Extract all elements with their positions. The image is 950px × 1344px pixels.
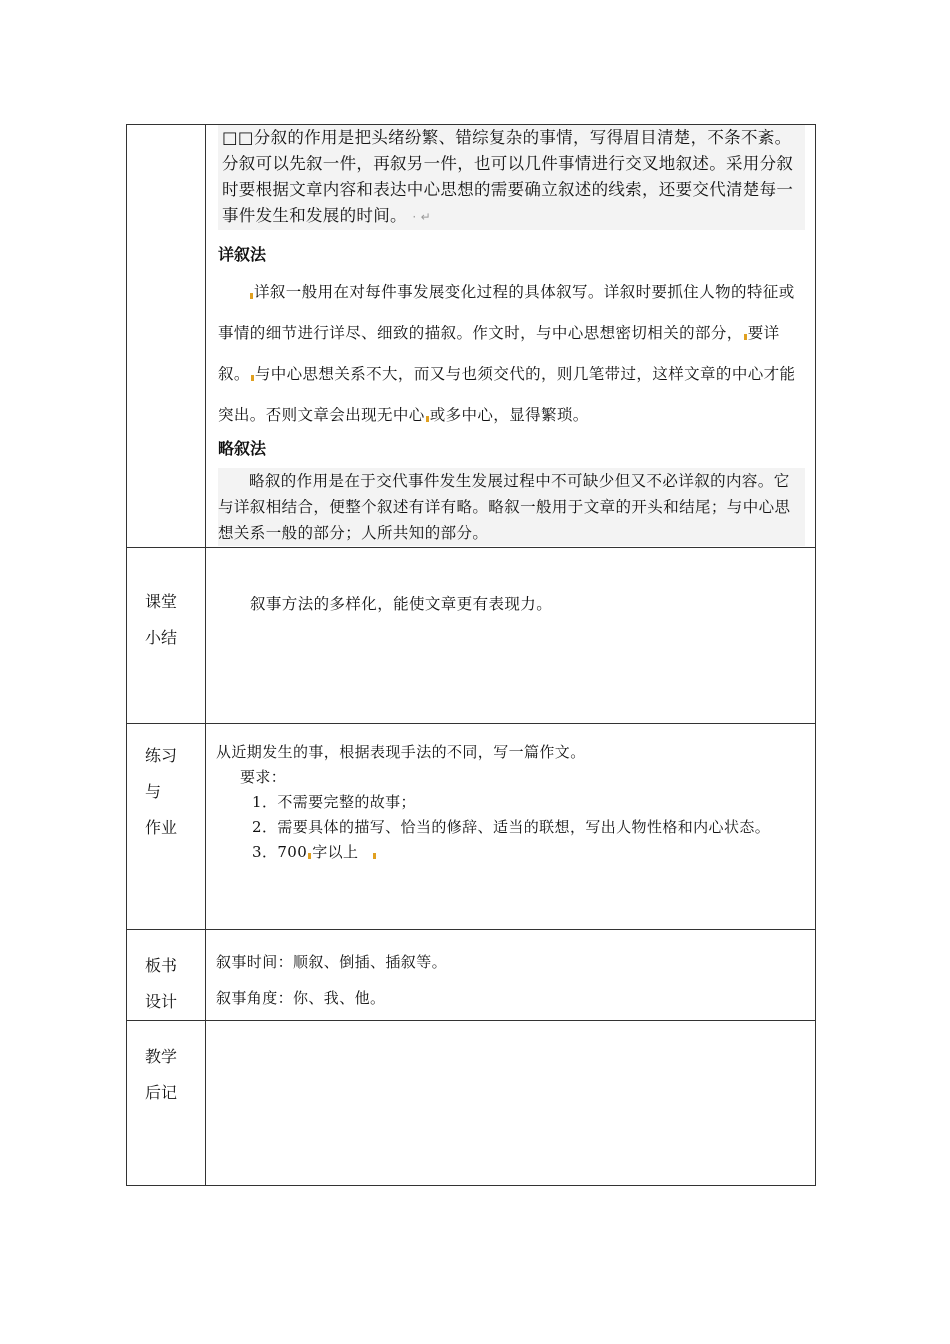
edit-mark xyxy=(251,375,254,381)
homework-label-line-1: 练习 xyxy=(145,746,178,765)
summary-text: 叙事方法的多样化，能使文章更有表现力。 xyxy=(250,595,553,613)
edit-mark xyxy=(426,416,429,422)
board-row xyxy=(127,930,816,1021)
homework-item-3-text: 字以上 xyxy=(312,843,359,861)
edit-mark xyxy=(308,853,311,859)
homework-line-1: 从近期发生的事，根据表现手法的不同，写一篇作文。 xyxy=(216,743,586,761)
edit-mark xyxy=(744,334,747,340)
board-label-cell xyxy=(127,930,206,1021)
detail-text-4: 或多中心，显得繁琐。 xyxy=(429,406,589,424)
reflection-cell xyxy=(206,1021,816,1186)
reflection-label-line-2: 后记 xyxy=(145,1083,178,1102)
detail-text-1: 详叙一般用在对每件事发展变化过程的具体叙写。详叙时要抓住人物的特征或事情的细节进行详尽、细致的描叙。作文时，与中心思想密切相关的部分， xyxy=(218,283,795,342)
summary-row xyxy=(127,548,816,724)
board-text xyxy=(216,944,815,1016)
brief-paragraph: 略叙的作用是在于交代事件发生发展过程中不可缺少但又不必详叙的内容。它与详叙相结合，便整个叙述有详有略。略叙一般用于文章的开头和结尾；与中心思想关系一般的部分；人所共知的部分。 xyxy=(218,468,805,546)
board-line-1: 叙事时间：顺叙、倒插、插叙等。 xyxy=(216,953,448,971)
board-cell xyxy=(206,930,816,1021)
reflection-label-cell xyxy=(127,1021,206,1186)
board-label-line-1: 板书 xyxy=(145,956,178,975)
summary-label-cell xyxy=(127,548,206,724)
content-row xyxy=(127,125,816,548)
content-label-cell xyxy=(127,125,206,548)
summary-label-line-1: 课堂 xyxy=(145,592,178,611)
homework-item-1: 1．不需要完整的故事； xyxy=(252,793,416,811)
homework-text xyxy=(216,740,805,865)
detail-paragraph xyxy=(218,272,807,436)
board-line-2: 叙事角度：你、我、他。 xyxy=(216,989,386,1007)
content-cell xyxy=(206,125,816,548)
summary-cell xyxy=(206,548,816,724)
reflection-row xyxy=(127,1021,816,1186)
homework-row xyxy=(127,724,816,930)
homework-label-line-3: 作业 xyxy=(145,818,178,837)
board-label-line-2: 设计 xyxy=(145,992,178,1011)
detail-text-2: 要详叙。 xyxy=(218,324,780,383)
brief-heading: 略叙法 xyxy=(218,439,267,458)
homework-label xyxy=(127,724,205,846)
lesson-plan-table xyxy=(126,124,816,1186)
detail-heading: 详叙法 xyxy=(218,245,267,264)
homework-item-3 xyxy=(216,840,805,865)
detail-text-3: 与中心思想关系不大，而又与也须交代的，则几笔带过，这样文章的中心才能突出。否则文章会出现无中心 xyxy=(218,365,796,424)
paragraph-mark-icon: · ↵ xyxy=(412,210,431,224)
reflection-label xyxy=(127,1021,205,1111)
intro-paragraph xyxy=(218,125,805,230)
board-label xyxy=(127,930,205,1020)
reflection-label-line-1: 教学 xyxy=(145,1047,178,1066)
edit-mark xyxy=(250,293,253,299)
edit-mark xyxy=(373,853,376,859)
summary-label-line-2: 小结 xyxy=(145,628,178,647)
homework-item-2: 2．需要具体的描写、恰当的修辞、适当的联想，写出人物性格和内心状态。 xyxy=(252,818,771,836)
homework-cell xyxy=(206,724,816,930)
homework-requirements: 要求： xyxy=(240,768,287,786)
summary-label xyxy=(127,548,205,656)
intro-text: □□分叙的作用是把头绪纷繁、错综复杂的事情，写得眉目清楚，不条不紊。分叙可以先叙一件，再叙另一件，也可以几件事情进行交叉地叙述。采用分叙时要根据文章内容和表达中心思想的需要确立叙述的线索，还要交代清楚每一事件发生和发展的时间。 xyxy=(222,128,794,225)
homework-item-3-number: 3．700 xyxy=(252,843,308,861)
homework-label-line-2: 与 xyxy=(145,782,162,801)
homework-label-cell xyxy=(127,724,206,930)
